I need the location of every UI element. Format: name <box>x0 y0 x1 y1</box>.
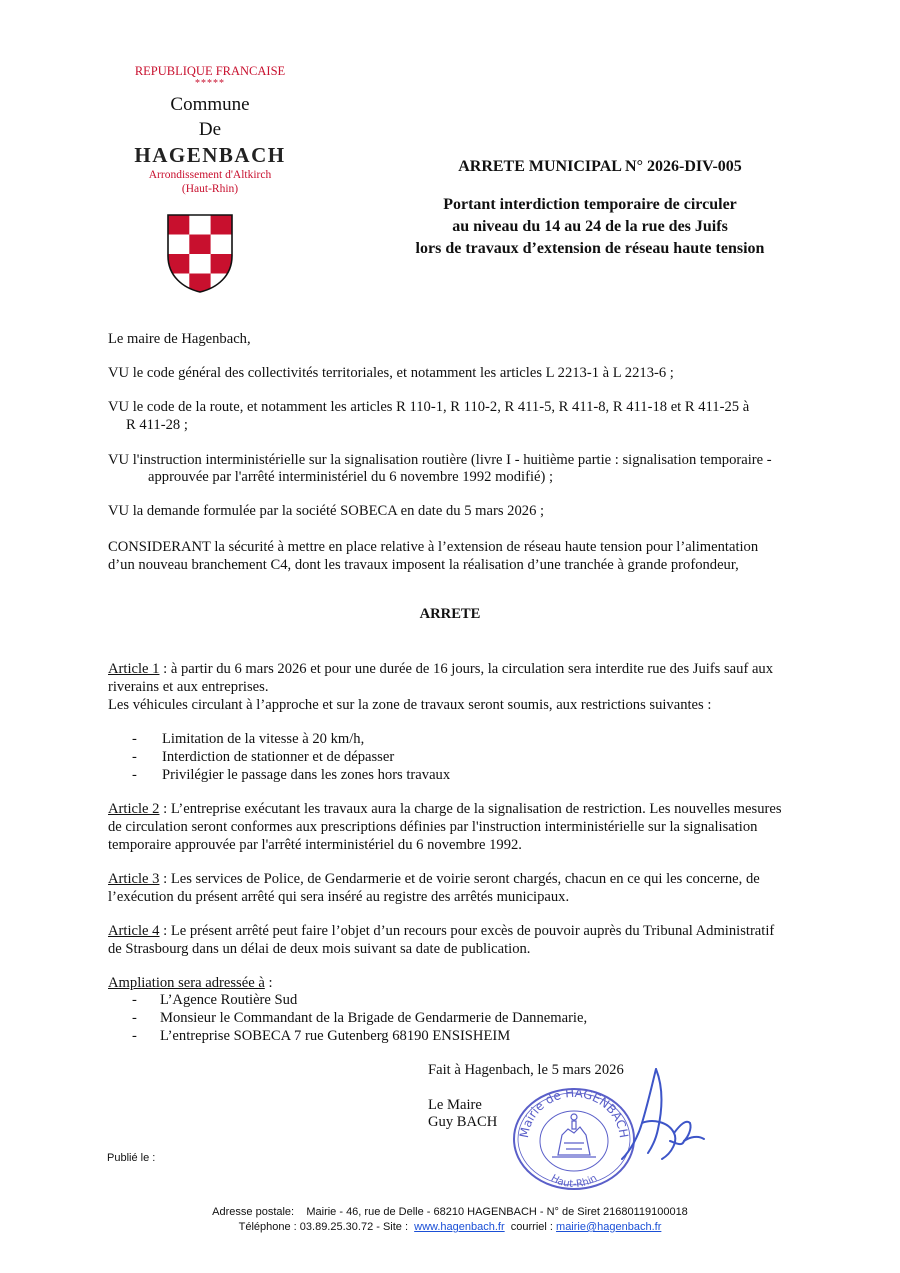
vu-line-2b: R 411-28 ; <box>126 417 188 433</box>
list-item <box>132 730 364 748</box>
list-item <box>132 991 297 1009</box>
recipient-text: L’entreprise SOBECA 7 rue Gutenberg 68190 ENSISHEIM <box>160 1028 511 1044</box>
stamp-bottom-text: Haut-Rhin <box>548 1172 600 1191</box>
dash-bullet: - <box>132 1028 137 1044</box>
article-2-line-2: de circulation seront conformes aux prescriptions définies par l'instruction interministérielle sur la signalisation <box>108 819 758 835</box>
list-item <box>132 1027 510 1045</box>
article-3-line-2: l’exécution du présent arrêté qui sera inséré au registre des arrêtés municipaux. <box>108 889 570 905</box>
vu-line-4: VU la demande formulée par la société SOBECA en date du 5 mars 2026 ; <box>108 503 545 519</box>
footer-address <box>100 1206 800 1218</box>
article-1-line-2: riverains et aux entreprises. <box>108 679 269 695</box>
vu-line-1: VU le code général des collectivités territoriales, et notamment les articles L 2213-1 à L 2213-6 ; <box>108 365 674 381</box>
restriction-text: Privilégier le passage dans les zones hors travaux <box>162 767 451 783</box>
place-and-date: Fait à Hagenbach, le 5 mars 2026 <box>428 1062 624 1078</box>
recipient-text: Monsieur le Commandant de la Brigade de Gendarmerie de Dannemarie, <box>160 1010 588 1026</box>
article-3-label: Article 3 <box>108 871 160 887</box>
town-name: HAGENBACH <box>134 143 286 167</box>
republic-label: REPUBLIQUE FRANCAISE <box>134 64 286 78</box>
dash-bullet: - <box>132 767 137 783</box>
decree-subject-line-1: Portant interdiction temporaire de circuler <box>443 196 737 213</box>
dash-bullet: - <box>132 1010 137 1026</box>
dash-bullet: - <box>132 749 137 765</box>
article-1-text: : à partir du 6 mars 2026 et pour une durée de 16 jours, la circulation sera interdite rue des Juifs sauf aux <box>159 661 774 677</box>
dash-bullet: - <box>132 992 137 1008</box>
arrondissement-label: Arrondissement d'Altkirch <box>148 169 272 181</box>
list-item <box>132 766 450 784</box>
published-label: Publié le : <box>107 1152 156 1164</box>
signatory-name: Guy BACH <box>428 1114 498 1130</box>
department-label: (Haut-Rhin) <box>181 183 239 195</box>
considerant-line-2: d’un nouveau branchement C4, dont les travaux imposent la réalisation d’une tranchée à grande profondeur, <box>108 557 739 573</box>
article-4-line-2: de Strasbourg dans un délai de deux mois suivant sa date de publication. <box>108 941 531 957</box>
decree-number: ARRETE MUNICIPAL N° 2026-DIV-005 <box>458 158 742 175</box>
article-2-label: Article 2 <box>108 801 160 817</box>
footer-phone: Téléphone : 03.89.25.30.72 - Site : <box>238 1221 409 1233</box>
article-1-label: Article 1 <box>108 661 160 677</box>
footer-contact <box>100 1221 800 1233</box>
footer-postal-value: Mairie - 46, rue de Delle - 68210 HAGENBACH - N° de Siret 21680119100018 <box>306 1206 688 1218</box>
ampliation-heading <box>108 974 273 992</box>
signatory-role: Le Maire <box>428 1097 482 1113</box>
restriction-text: Limitation de la vitesse à 20 km/h, <box>162 731 365 747</box>
vu-line-2a: VU le code de la route, et notamment les articles R 110-1, R 110-2, R 411-5, R 411-8, R 411-18 et R 411-25 à <box>108 399 750 415</box>
article-4-text: : Le présent arrêté peut faire l’objet d’un recours pour excès de pouvoir auprès du Tribunal Administratif <box>159 923 775 939</box>
decree-subject-line-2: au niveau du 14 au 24 de la rue des Juifs <box>452 218 728 235</box>
vu-line-3b: approuvée par l'arrêté interministériel du 6 novembre 1992 modifié) ; <box>148 469 554 485</box>
stamp-top-text: Mairie de HAGENBACH <box>516 1085 632 1139</box>
stars-divider: ***** <box>195 78 225 89</box>
footer-postal-label: Adresse postale: <box>212 1206 295 1218</box>
article-1-line-3: Les véhicules circulant à l’approche et sur la zone de travaux seront soumis, aux restrictions suivantes : <box>108 697 712 713</box>
footer-mail-label: courriel : <box>510 1221 553 1233</box>
decree-subject-line-3: lors de travaux d’extension de réseau haute tension <box>415 240 765 257</box>
article-2-line-1 <box>108 800 808 818</box>
article-4-line-1 <box>108 922 808 940</box>
article-3-line-1 <box>108 870 808 888</box>
considerant-line-1: CONSIDERANT la sécurité à mettre en place relative à l’extension de réseau haute tension pour l’alimentation <box>108 539 759 555</box>
list-item <box>132 1009 587 1027</box>
arrete-heading: ARRETE <box>419 606 481 622</box>
article-4-label: Article 4 <box>108 923 160 939</box>
ampliation-label: Ampliation sera adressée à <box>108 975 265 991</box>
list-item <box>132 748 394 766</box>
coat-of-arms-icon <box>165 212 235 294</box>
handwritten-signature-icon <box>612 1063 712 1173</box>
article-1-line-1 <box>108 660 808 678</box>
restriction-text: Interdiction de stationner et de dépasser <box>162 749 395 765</box>
email-link[interactable]: mairie@hagenbach.fr <box>556 1221 662 1233</box>
commune-label: Commune <box>170 94 250 115</box>
vu-line-3a: VU l'instruction interministérielle sur la signalisation routière (livre I - huitième partie : signalisation temporaire - <box>108 452 772 468</box>
mayor-intro: Le maire de Hagenbach, <box>108 331 251 347</box>
recipient-text: L’Agence Routière Sud <box>160 992 298 1008</box>
ampliation-colon: : <box>264 975 273 991</box>
article-2-line-3: temporaire approuvée par l'arrêté interministériel du 6 novembre 1992. <box>108 837 522 853</box>
article-2-text: : L’entreprise exécutant les travaux aura la charge de la signalisation de restriction. Les nouvelles mesures <box>159 801 782 817</box>
website-link[interactable]: www.hagenbach.fr <box>414 1221 505 1233</box>
dash-bullet: - <box>132 731 137 747</box>
de-label: De <box>198 119 222 140</box>
article-3-text: : Les services de Police, de Gendarmerie et de voirie seront chargés, chacun en ce qui les concerne, de <box>159 871 760 887</box>
